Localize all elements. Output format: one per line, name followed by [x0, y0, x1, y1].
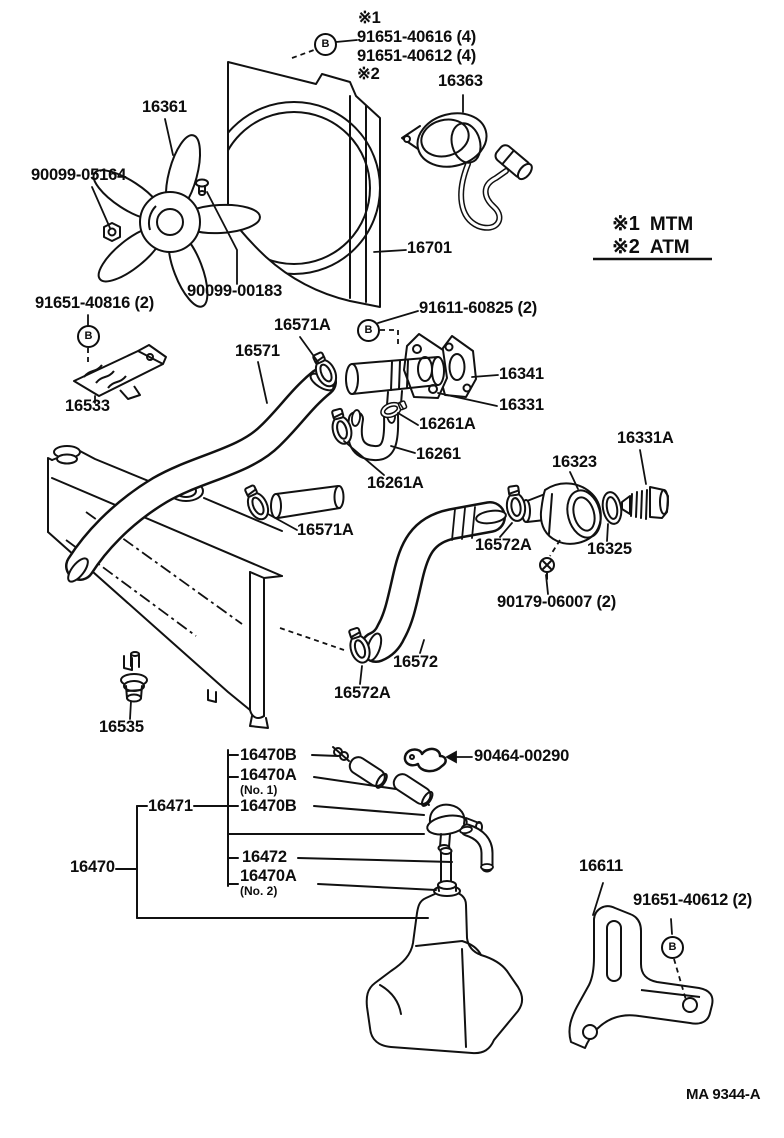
label-90099-00183: 90099-00183: [187, 282, 283, 300]
bolt-symbol-b-top: B: [314, 33, 337, 56]
label-16535: 16535: [99, 718, 144, 736]
label-16571a-bot: 16571A: [297, 521, 354, 539]
legend-sym-2: ※2: [612, 236, 640, 258]
label-16341: 16341: [499, 365, 544, 383]
label-no2: (No. 2): [240, 884, 278, 898]
label-16261: 16261: [416, 445, 461, 463]
label-90099-05164: 90099-05164: [31, 166, 127, 184]
label-16361: 16361: [142, 98, 187, 116]
label-16472: 16472: [242, 848, 287, 866]
label-16572: 16572: [393, 653, 438, 671]
label-16571: 16571: [235, 342, 280, 360]
label-16261a-bot: 16261A: [367, 474, 424, 492]
label-91611-60825: 91611-60825 (2): [419, 299, 538, 317]
label-16323: 16323: [552, 453, 597, 471]
thermostat-drawing: [522, 483, 668, 579]
reservoir-drawing: [333, 747, 522, 1053]
label-16363: 16363: [438, 72, 483, 90]
label-91651-40616: 91651-40616 (4): [357, 28, 477, 46]
label-16701: 16701: [407, 239, 452, 257]
label-91651-40612-top: 91651-40612 (4): [357, 47, 477, 65]
label-16471: 16471: [148, 797, 193, 815]
legend-row-atm: [612, 236, 693, 259]
label-90179-06007: 90179-06007 (2): [497, 593, 617, 611]
bracket-16611-drawing: [569, 906, 712, 1048]
legend-sym-1: ※1: [612, 213, 640, 235]
bracket-16533-drawing: [74, 345, 166, 399]
label-16470b-1: 16470B: [240, 746, 297, 764]
label-16571a-top: 16571A: [274, 316, 331, 334]
fan-shroud-drawing: [208, 62, 380, 307]
legend-val-atm: ATM: [649, 237, 690, 258]
label-16325: 16325: [587, 540, 632, 558]
note-symbol-1: ※1: [358, 9, 381, 27]
bolt-symbol-b-16611: B: [661, 936, 684, 959]
bolt-symbol-b-16533: B: [77, 325, 100, 348]
page-code: MA 9344-A: [686, 1086, 761, 1103]
label-no1: (No. 1): [240, 783, 278, 797]
label-90464-00290: 90464-00290: [474, 747, 570, 765]
label-16470a-2: 16470A: [240, 867, 297, 885]
legend-val-mtm: MTM: [649, 214, 694, 235]
label-16470b-2: 16470B: [240, 797, 297, 815]
label-91651-40816: 91651-40816 (2): [35, 294, 155, 312]
label-16611: 16611: [579, 857, 623, 875]
label-16331a: 16331A: [617, 429, 674, 447]
legend-row-mtm: [612, 213, 693, 236]
label-16470: 16470: [70, 858, 115, 876]
label-16572a-bot: 16572A: [334, 684, 391, 702]
fan-motor-drawing: [402, 106, 535, 228]
bolt-symbol-b-inlet: B: [357, 319, 380, 342]
label-16261a-top: 16261A: [419, 415, 476, 433]
water-inlet-drawing: [346, 334, 476, 405]
label-91651-40612-bot: 91651-40612 (2): [633, 891, 753, 909]
label-16533: 16533: [65, 397, 110, 415]
note-symbol-2: ※2: [357, 65, 380, 83]
transmission-legend: [612, 213, 693, 259]
label-16470a-1: 16470A: [240, 766, 297, 784]
label-16331: 16331: [499, 396, 544, 414]
label-16572a-top: 16572A: [475, 536, 532, 554]
